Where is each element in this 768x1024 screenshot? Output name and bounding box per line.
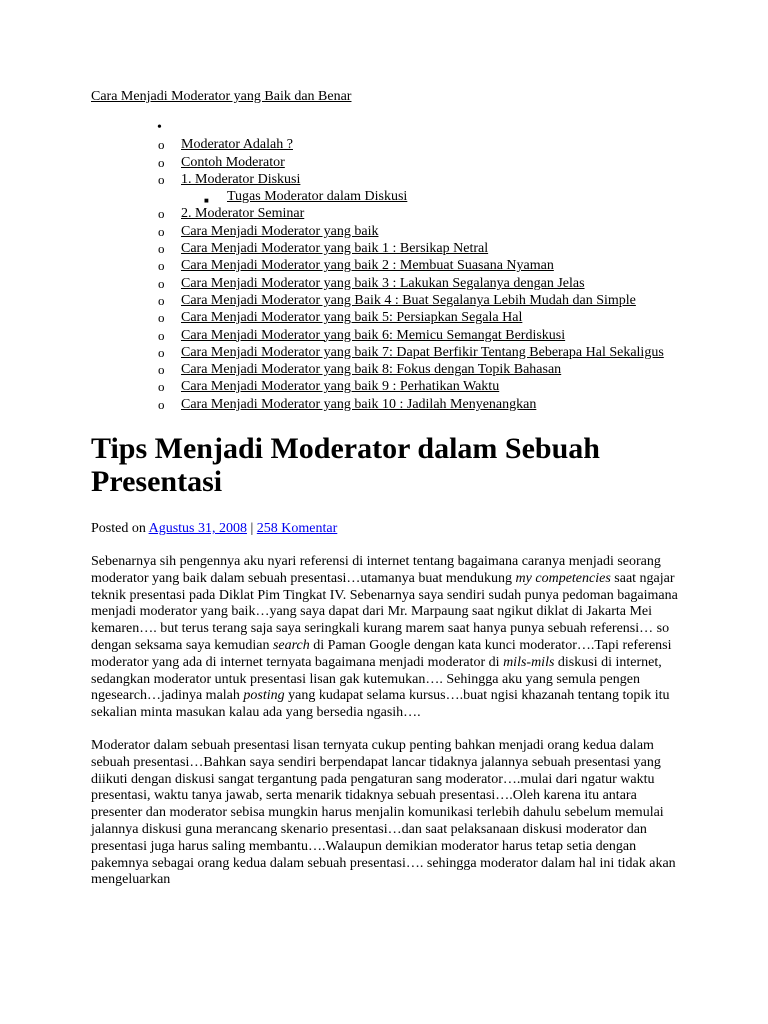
paragraph-text: Moderator dalam sebuah presentasi lisan ternyata cukup penting bahkan menjadi orang kedua dalam sebuah presentasi…Bahkan saya sendiri berpendapat lancar tidaknya jalannya sebuah presentasi yang diikuti dengan diskusi sangat tergantung pada pengaturan sang moderator….mulai dari ngatur waktu presentasi, waktu tanya jawab, serta menarik tidaknya sebuah presentasi….Oleh karena itu antara presenter dan moderator sebisa mungkin harus menjalin komunikasi terlebih dahulu sebelum memulai jalannya diskusi guna merancang skenario presentasi…dan saat pelaksanaan diskusi moderator dan presentasi juga harus saling membantu….Walaupun demikian moderator harus tetap setia dengan pakemnya sebagai orang kedua dalam sebuah presentasi…. sehingga moderator dalam hal ini tidak akan mengeluarkan <box>91 738 676 888</box>
toc-marker: o <box>158 258 165 274</box>
toc-item <box>91 309 691 326</box>
toc-marker: o <box>158 241 165 257</box>
toc-item <box>91 188 691 205</box>
toc-marker: o <box>158 379 165 395</box>
toc-item <box>91 240 691 257</box>
toc-marker: • <box>157 120 162 135</box>
article-title: Tips Menjadi Moderator dalam Sebuah Presentasi <box>91 432 600 499</box>
toc-marker: o <box>158 310 165 326</box>
toc-item <box>91 205 691 222</box>
toc-item <box>91 396 691 413</box>
toc-marker: ■ <box>204 196 209 206</box>
toc-link[interactable]: 1. Moderator Diskusi <box>181 171 301 187</box>
italic-text: mils-mils <box>503 654 555 670</box>
posted-on-label: Posted on <box>91 521 149 537</box>
toc-link[interactable]: Cara Menjadi Moderator yang baik 2 : Membuat Suasana Nyaman <box>181 258 554 274</box>
toc-marker: o <box>158 275 165 291</box>
toc-item <box>91 257 691 274</box>
toc-link[interactable]: Moderator Adalah ? <box>181 137 293 153</box>
toc-marker: o <box>158 206 165 222</box>
toc-link[interactable]: Cara Menjadi Moderator yang baik 10 : Jadilah Menyenangkan <box>181 396 537 412</box>
toc-link[interactable]: Contoh Moderator <box>181 154 285 170</box>
paragraph-text: diskusi di internet, sedangkan moderator untuk presentasi lisan gak kutemukan…. Sehingga aku yang semula pengen ngesearch…jadinya malah <box>91 654 662 704</box>
toc-item <box>91 327 691 344</box>
toc-marker: o <box>158 292 165 308</box>
italic-text: search <box>272 638 310 654</box>
document-page <box>91 88 691 889</box>
toc-link[interactable]: Cara Menjadi Moderator yang baik 6: Memicu Semangat Berdiskusi <box>181 327 566 343</box>
toc-marker: o <box>158 396 165 412</box>
toc-item <box>91 378 691 395</box>
italic-text: posting <box>243 688 285 704</box>
toc-marker: o <box>158 171 165 187</box>
toc-item <box>91 154 691 171</box>
toc-item <box>91 171 691 188</box>
toc-link[interactable]: Cara Menjadi Moderator yang Baik 4 : Buat Segalanya Lebih Mudah dan Simple <box>181 292 636 308</box>
toc-item <box>91 275 691 292</box>
toc-link[interactable]: Cara Menjadi Moderator yang baik 5: Persiapkan Segala Hal <box>181 310 523 326</box>
italic-text: my competencies <box>515 570 611 586</box>
meta-separator: | <box>246 521 257 537</box>
toc-item <box>91 223 691 240</box>
post-date-link[interactable]: Agustus 31, 2008 <box>148 521 247 537</box>
toc-marker: o <box>158 362 165 378</box>
toc-marker: o <box>158 223 165 239</box>
toc-item <box>91 119 691 136</box>
toc-item <box>91 344 691 361</box>
comments-link[interactable]: 258 Komentar <box>256 521 338 537</box>
table-of-contents <box>91 119 691 413</box>
toc-item <box>91 292 691 309</box>
paragraph-text: saat ngajar teknik presentasi pada Diklat Pim Tingkat IV. Sebenarnya saya sendiri sudah punya pedoman bagaimana menjadi moderator yang baik…yang saya dapat dari Mr. Marpaung saat ngikut diklat di Jakarta Mei kemaren…. but terus terang saja saya seringkali kurang marem saat hanya punya sebuah referensi… so dengan seksama saya kemudian <box>91 570 678 654</box>
toc-link[interactable]: Cara Menjadi Moderator yang baik <box>181 223 379 239</box>
toc-marker: o <box>158 137 165 153</box>
article-paragraph <box>91 554 691 722</box>
toc-link[interactable]: Tugas Moderator dalam Diskusi <box>227 189 408 205</box>
post-meta <box>91 520 691 537</box>
toc-link[interactable]: Cara Menjadi Moderator yang baik 3 : Lakukan Segalanya dengan Jelas <box>181 275 585 291</box>
toc-marker: o <box>158 154 165 170</box>
paragraph-text: di Paman Google dengan kata kunci moderator….Tapi referensi moderator yang ada di internet ternyata bagaimana menjadi moderator di <box>91 638 672 670</box>
top-link[interactable]: Cara Menjadi Moderator yang Baik dan Benar <box>91 89 352 104</box>
article-body <box>91 554 691 889</box>
toc-link[interactable]: 2. Moderator Seminar <box>181 206 305 222</box>
toc-marker: o <box>158 344 165 360</box>
toc-item <box>91 136 691 153</box>
toc-link[interactable]: Cara Menjadi Moderator yang baik 1 : Bersikap Netral <box>181 241 489 257</box>
paragraph-text: yang kudapat selama kursus….buat ngisi khazanah tentang topik itu sekalian minta masukan kalau ada yang bersedia ngasih…. <box>91 688 670 721</box>
paragraph-text: Sebenarnya sih pengennya aku nyari referensi di internet tentang bagaimana caranya menjadi seorang moderator yang baik dalam sebuah presentasi…utamanya buat mendukung <box>91 554 661 586</box>
toc-item <box>91 361 691 378</box>
toc-marker: o <box>158 327 165 343</box>
toc-link[interactable]: Cara Menjadi Moderator yang baik 7: Dapat Berfikir Tentang Beberapa Hal Sekaligus <box>181 344 664 360</box>
article-paragraph <box>91 738 691 889</box>
toc-link[interactable]: Cara Menjadi Moderator yang baik 9 : Perhatikan Waktu <box>181 379 500 395</box>
toc-link[interactable]: Cara Menjadi Moderator yang baik 8: Fokus dengan Topik Bahasan <box>181 362 562 378</box>
